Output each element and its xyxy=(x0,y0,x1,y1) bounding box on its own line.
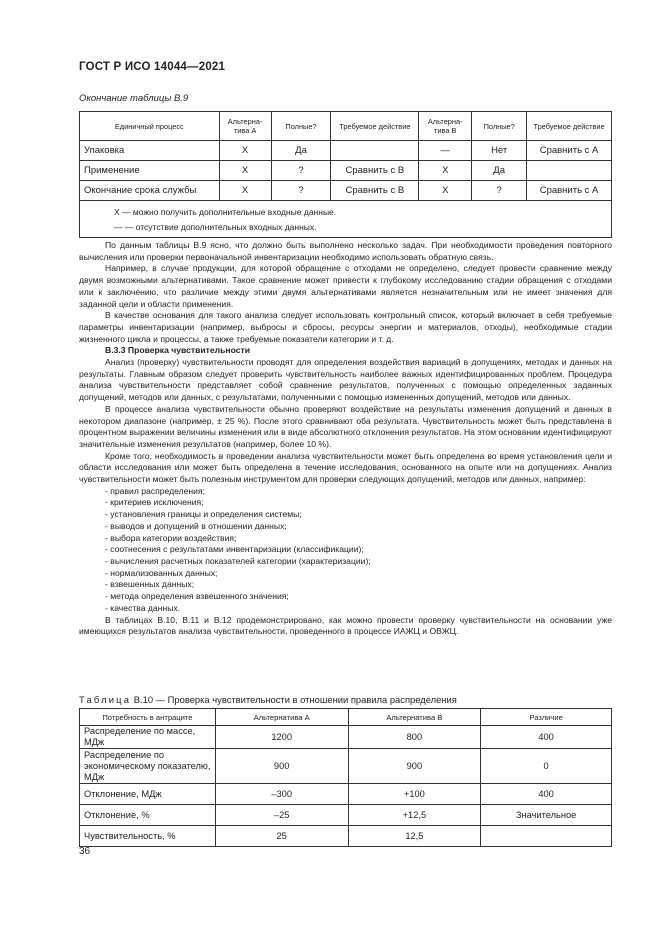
table-cell: +12,5 xyxy=(348,805,481,826)
table-cell: 900 xyxy=(348,749,481,784)
table-cell: Сравнить с А xyxy=(527,181,612,201)
table-header-row xyxy=(80,709,612,726)
table-cell xyxy=(481,826,612,847)
table-cell: Да xyxy=(472,161,527,181)
paragraph: Например, в случае продукции, для которой обращение с отходами не определено, следует провести сравнение между двумя возможными альтернативами. Такое сравнение может привести к глубокому исследованию стадии обращения с отходами или к заключению, что различие между этими двумя альтернативами является незначительным или не имеет значения для заданной цели и области применения. xyxy=(79,263,612,309)
section-heading: В.3.3 Проверка чувствительности xyxy=(105,345,250,356)
table-cell: 0 xyxy=(481,749,612,784)
table-cell: Распределение по экономическому показателю, МДж xyxy=(80,749,216,784)
table-cell: ? xyxy=(271,161,331,181)
list-item: - выводов и допущений в отношении данных; xyxy=(105,520,287,531)
table-b10 xyxy=(79,708,612,847)
table-cell: Сравнить с В xyxy=(331,181,419,201)
table-b9 xyxy=(79,111,612,238)
paragraph: Кроме того, необходимость в проведении анализа чувствительности может быть определена во время установления цели и области исследования или может быть определена в течение исследования, основанного на опыте или на допущениях. Анализ чувствительности может быть полезным инструментом для проверки следующих допущений, методов или данных, например: xyxy=(79,450,612,485)
col-header-alt-b: Альтернатива В xyxy=(348,709,481,726)
page-number: 36 xyxy=(79,846,91,857)
table-cell: –25 xyxy=(215,805,348,826)
paragraph: В процессе анализа чувствительности обычно проверяют воздействие на результаты изменения допущений и данных в некотором диапазоне (например, ± 25 %). После этого сравнивают оба результата. Чувствительность может быть представлена в процентном выражении величины изменения или в виде абсолютного отклонения результатов. На этом основании идентифицируют значительные изменения результатов (например, более 10 %). xyxy=(79,403,612,449)
col-header-action-a: Требуемое действие xyxy=(331,112,419,141)
table-row xyxy=(80,826,612,847)
col-header-demand: Потребность в антраците xyxy=(80,709,216,726)
table-cell: ? xyxy=(472,181,527,201)
table-cell: Сравнить с А xyxy=(527,141,612,161)
list-item: - метода определения взвешенного значения; xyxy=(105,591,289,602)
table-cell: Чувствительность, % xyxy=(80,826,216,847)
table-row xyxy=(80,749,612,784)
col-header-complete-a: Полные? xyxy=(271,112,331,141)
table-row xyxy=(80,181,612,201)
list-item: - выбора категории воздействия; xyxy=(105,532,237,543)
table-cell xyxy=(527,161,612,181)
table-cell xyxy=(331,141,419,161)
paragraph: В качестве основания для такого анализа следует использовать контрольный список, который включает в себя требуемые параметры инвентаризации (например, выбросы и сбросы, ресурсы энергии и материалов, отходы), необходимые стадии жизненного цикла и процессы, а также требуемые показатели категории и т. д. xyxy=(79,310,612,344)
table-cell: Упаковка xyxy=(80,141,220,161)
table-cell: Да xyxy=(271,141,331,161)
table-header-row xyxy=(80,112,612,141)
table-cell: X xyxy=(219,161,271,181)
list-item: - вычисления расчетных показателей категории (характеризации); xyxy=(105,555,371,566)
list-item: - нормализованных данных; xyxy=(105,567,218,578)
paragraph: В таблицах В.10, В.11 и В.12 продемонстрировано, как можно провести проверку чувствительности на основании уже имеющихся результатов анализа чувствительности, проведенного в процессе ИАЖЦ и ОВЖЦ. xyxy=(79,614,612,637)
table-cell: 12,5 xyxy=(348,826,481,847)
bullet-list xyxy=(79,486,612,615)
col-header-action-b: Требуемое действие xyxy=(527,112,612,141)
table-cell: X xyxy=(419,181,472,201)
paragraph: По данным таблицы В.9 ясно, что должно быть выполнено несколько задач. При необходимости проведения повторного вычисления или проверки первоначальной инвентаризации необходимо использовать обратную связь. xyxy=(79,240,612,262)
table-row xyxy=(80,784,612,805)
table-row xyxy=(80,805,612,826)
table-notes xyxy=(80,201,612,238)
table-cell: X xyxy=(419,161,472,181)
list-item: - соотнесения с результатами инвентаризации (классификации); xyxy=(105,544,364,555)
table-cell: Отклонение, МДж xyxy=(80,784,216,805)
table-row xyxy=(80,161,612,181)
body-text xyxy=(79,240,612,638)
table-cell: 900 xyxy=(215,749,348,784)
table-cell: Отклонение, % xyxy=(80,805,216,826)
table-caption-label: Таблица xyxy=(79,694,132,705)
col-header-difference: Различие xyxy=(481,709,612,726)
table-note: — — отсутствие дополнительных входных данных. xyxy=(114,222,317,232)
list-item: - критериев исключения; xyxy=(105,497,204,508)
page-header-title: ГОСТ Р ИСО 14044—2021 xyxy=(79,61,226,73)
table-cell: 400 xyxy=(481,726,612,749)
paragraph: Анализ (проверку) чувствительности проводят для определения воздействия вариаций в допущениях, методах и данных на результаты. Главным образом следует проверить чувствительность наиболее важных идентифицированных проблем. Процедура анализа чувствительности представляет собой сравнение результатов, полученных с помощью определенных заданных допущений, методов или данных, с результатами, полученными с помощью измененных допущений, методов или данных. xyxy=(79,357,612,403)
table-b9-caption: Окончание таблицы В.9 xyxy=(79,93,189,104)
table-b10-caption xyxy=(79,694,457,705)
col-header-alt-b: Альтерна-тива В xyxy=(419,112,472,141)
table-cell: ? xyxy=(271,181,331,201)
col-header-alt-a: Альтернатива А xyxy=(215,709,348,726)
col-header-complete-b: Полные? xyxy=(472,112,527,141)
table-cell: Применение xyxy=(80,161,220,181)
table-cell: 1200 xyxy=(215,726,348,749)
col-header-alt-a: Альтерна-тива А xyxy=(219,112,271,141)
table-cell: –300 xyxy=(215,784,348,805)
table-cell: X xyxy=(219,181,271,201)
table-row xyxy=(80,141,612,161)
table-cell: Окончание срока службы xyxy=(80,181,220,201)
table-notes-row xyxy=(80,201,612,238)
table-cell: Сравнить с В xyxy=(331,161,419,181)
list-item: - установления границы и определения системы; xyxy=(105,509,302,520)
table-cell: 400 xyxy=(481,784,612,805)
list-item: - правил распределения; xyxy=(105,485,205,496)
table-cell: +100 xyxy=(348,784,481,805)
table-cell: Нет xyxy=(472,141,527,161)
table-cell: Значительное xyxy=(481,805,612,826)
table-cell: — xyxy=(419,141,472,161)
table-note: X — можно получить дополнительные входные данные. xyxy=(114,207,337,217)
col-header-process: Единичный процесс xyxy=(80,112,220,141)
table-cell: 25 xyxy=(215,826,348,847)
table-cell: Распределение по массе, МДж xyxy=(80,726,216,749)
table-cell: X xyxy=(219,141,271,161)
table-caption-text: В.10 — Проверка чувствительности в отношении правила распределения xyxy=(133,694,457,705)
table-row xyxy=(80,726,612,749)
table-cell: 800 xyxy=(348,726,481,749)
list-item: - качества данных. xyxy=(105,602,181,613)
list-item: - взвешенных данных; xyxy=(105,579,195,590)
